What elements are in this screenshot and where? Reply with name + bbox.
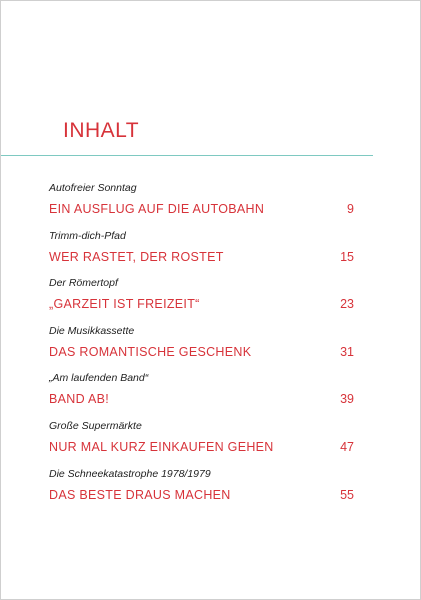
toc-entry-subtitle: „Am laufenden Band“ bbox=[49, 372, 149, 385]
toc-entry-subtitle: Die Schneekatastrophe 1978/1979 bbox=[49, 467, 211, 480]
toc-entry bbox=[49, 230, 354, 278]
toc-entry-page: 15 bbox=[340, 249, 354, 264]
toc-entry-subtitle: Autofreier Sonntag bbox=[49, 182, 137, 194]
toc-entry-subtitle: Die Musikkassette bbox=[49, 324, 135, 337]
toc-entry-title: NUR MAL KURZ EINKAUFEN GEHEN bbox=[49, 439, 274, 454]
toc-entry-page: 55 bbox=[340, 487, 354, 502]
toc-entry-subtitle: Trimm-dich-Pfad bbox=[49, 229, 126, 242]
toc-entry bbox=[49, 420, 354, 468]
toc-entry-subtitle: Der Römertopf bbox=[49, 277, 118, 290]
toc-entry-subtitle: Große Supermärkte bbox=[49, 419, 142, 432]
toc-entry-page: 47 bbox=[340, 439, 354, 454]
divider-rule bbox=[1, 155, 373, 156]
toc-entry-title: DAS ROMANTISCHE GESCHENK bbox=[49, 344, 252, 359]
toc-entry-title: BAND AB! bbox=[49, 392, 110, 407]
toc-entry-page: 39 bbox=[340, 392, 354, 407]
toc-entry-page: 23 bbox=[340, 297, 354, 312]
toc-entry-title: „GARZEIT IST FREIZEIT“ bbox=[49, 297, 200, 312]
toc-entry-page: 31 bbox=[340, 344, 354, 359]
table-of-contents bbox=[49, 182, 354, 515]
toc-entry bbox=[49, 182, 354, 230]
toc-entry-title: WER RASTET, DER ROSTET bbox=[49, 249, 224, 264]
toc-entry-title: DAS BESTE DRAUS MACHEN bbox=[49, 487, 231, 502]
toc-entry bbox=[49, 372, 354, 420]
toc-entry bbox=[49, 468, 354, 516]
toc-entry bbox=[49, 277, 354, 325]
page-title: INHALT bbox=[63, 119, 140, 142]
toc-entry-page: 9 bbox=[347, 202, 354, 216]
toc-entry bbox=[49, 325, 354, 373]
toc-entry-title: EIN AUSFLUG AUF DIE AUTOBAHN bbox=[49, 202, 265, 216]
